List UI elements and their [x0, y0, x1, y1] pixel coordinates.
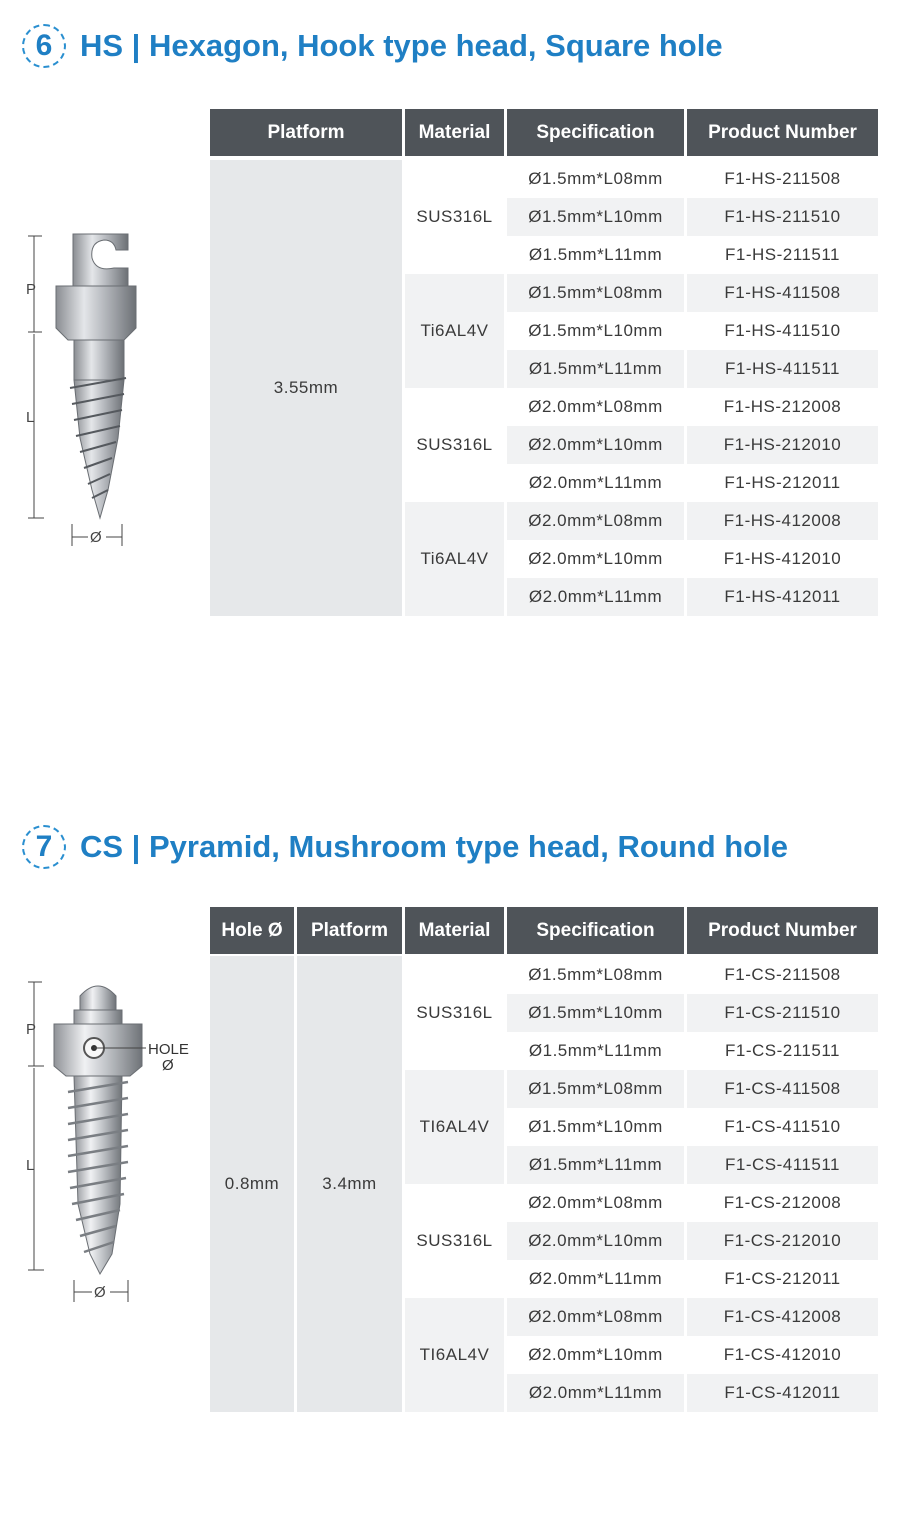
spec-cell: Ø2.0mm*L11mm: [507, 578, 684, 616]
spec-cell: Ø1.5mm*L11mm: [507, 350, 684, 388]
product-number-cell: F1-CS-211510: [687, 994, 878, 1032]
cs-spec-table: [207, 907, 881, 1412]
product-number-cell: F1-HS-412008: [687, 502, 878, 540]
material-cell: TI6AL4V: [405, 1070, 504, 1184]
header-product-number: Product Number: [687, 109, 878, 156]
hs-diameter-label: Ø: [90, 529, 102, 546]
cs-screw-diagram: [18, 974, 203, 1314]
spec-cell: Ø1.5mm*L08mm: [507, 160, 684, 198]
cs-hole-symbol: Ø: [162, 1057, 174, 1074]
product-number-cell: F1-HS-212011: [687, 464, 878, 502]
hs-l-label: L: [26, 409, 35, 426]
product-number-cell: F1-CS-212008: [687, 1184, 878, 1222]
hole-cell: 0.8mm: [210, 956, 294, 1412]
product-number-cell: F1-HS-211510: [687, 198, 878, 236]
material-cell: SUS316L: [405, 388, 504, 502]
header-platform: Platform: [297, 907, 402, 954]
spec-cell: Ø1.5mm*L11mm: [507, 1146, 684, 1184]
spec-cell: Ø2.0mm*L10mm: [507, 540, 684, 578]
material-cell: SUS316L: [405, 1184, 504, 1298]
material-cell: Ti6AL4V: [405, 274, 504, 388]
section-hs-title: [22, 24, 723, 68]
section-number-badge: 6: [22, 24, 66, 68]
spec-cell: Ø1.5mm*L11mm: [507, 236, 684, 274]
spec-cell: Ø1.5mm*L08mm: [507, 274, 684, 312]
section-number-badge: 7: [22, 825, 66, 869]
section-heading: CS | Pyramid, Mushroom type head, Round hole: [80, 829, 788, 864]
spec-cell: Ø1.5mm*L10mm: [507, 198, 684, 236]
material-cell: SUS316L: [405, 160, 504, 274]
platform-cell: 3.4mm: [297, 956, 402, 1412]
product-number-cell: F1-CS-212011: [687, 1260, 878, 1298]
header-specification: Specification: [507, 907, 684, 954]
material-cell: SUS316L: [405, 956, 504, 1070]
product-number-cell: F1-CS-412010: [687, 1336, 878, 1374]
spec-cell: Ø2.0mm*L08mm: [507, 502, 684, 540]
product-number-cell: F1-HS-412011: [687, 578, 878, 616]
spec-cell: Ø2.0mm*L10mm: [507, 1222, 684, 1260]
product-number-cell: F1-HS-411511: [687, 350, 878, 388]
hs-screw-diagram: [18, 228, 138, 553]
product-number-cell: F1-CS-211508: [687, 956, 878, 994]
product-number-cell: F1-HS-211508: [687, 160, 878, 198]
spec-cell: Ø2.0mm*L11mm: [507, 464, 684, 502]
spec-cell: Ø2.0mm*L08mm: [507, 1298, 684, 1336]
cs-diameter-label: Ø: [94, 1284, 106, 1301]
product-number-cell: F1-CS-212010: [687, 1222, 878, 1260]
header-platform: Platform: [210, 109, 402, 156]
spec-cell: Ø1.5mm*L08mm: [507, 956, 684, 994]
header-material: Material: [405, 109, 504, 156]
spec-cell: Ø2.0mm*L11mm: [507, 1374, 684, 1412]
product-number-cell: F1-HS-211511: [687, 236, 878, 274]
hs-p-label: P: [26, 281, 37, 298]
section-cs-title: [22, 825, 788, 869]
section-heading: HS | Hexagon, Hook type head, Square hole: [80, 28, 723, 63]
spec-cell: Ø2.0mm*L08mm: [507, 1184, 684, 1222]
material-cell: TI6AL4V: [405, 1298, 504, 1412]
spec-cell: Ø2.0mm*L11mm: [507, 1260, 684, 1298]
product-number-cell: F1-HS-212008: [687, 388, 878, 426]
header-hole: Hole Ø: [210, 907, 294, 954]
platform-cell: 3.55mm: [210, 160, 402, 616]
material-cell: Ti6AL4V: [405, 502, 504, 616]
product-number-cell: F1-HS-411508: [687, 274, 878, 312]
header-specification: Specification: [507, 109, 684, 156]
header-product-number: Product Number: [687, 907, 878, 954]
spec-cell: Ø1.5mm*L11mm: [507, 1032, 684, 1070]
product-number-cell: F1-CS-411508: [687, 1070, 878, 1108]
product-number-cell: F1-HS-212010: [687, 426, 878, 464]
header-material: Material: [405, 907, 504, 954]
product-number-cell: F1-HS-411510: [687, 312, 878, 350]
cs-p-label: P: [26, 1021, 37, 1038]
cs-l-label: L: [26, 1157, 35, 1174]
product-number-cell: F1-CS-412011: [687, 1374, 878, 1412]
spec-cell: Ø2.0mm*L08mm: [507, 388, 684, 426]
spec-cell: Ø1.5mm*L10mm: [507, 1108, 684, 1146]
product-number-cell: F1-CS-411511: [687, 1146, 878, 1184]
product-number-cell: F1-CS-412008: [687, 1298, 878, 1336]
spec-cell: Ø1.5mm*L10mm: [507, 312, 684, 350]
product-number-cell: F1-CS-211511: [687, 1032, 878, 1070]
cs-hole-label: HOLE: [148, 1041, 189, 1058]
product-number-cell: F1-HS-412010: [687, 540, 878, 578]
spec-cell: Ø2.0mm*L10mm: [507, 426, 684, 464]
spec-cell: Ø1.5mm*L08mm: [507, 1070, 684, 1108]
spec-cell: Ø1.5mm*L10mm: [507, 994, 684, 1032]
product-number-cell: F1-CS-411510: [687, 1108, 878, 1146]
spec-cell: Ø2.0mm*L10mm: [507, 1336, 684, 1374]
hs-spec-table: [207, 109, 881, 616]
